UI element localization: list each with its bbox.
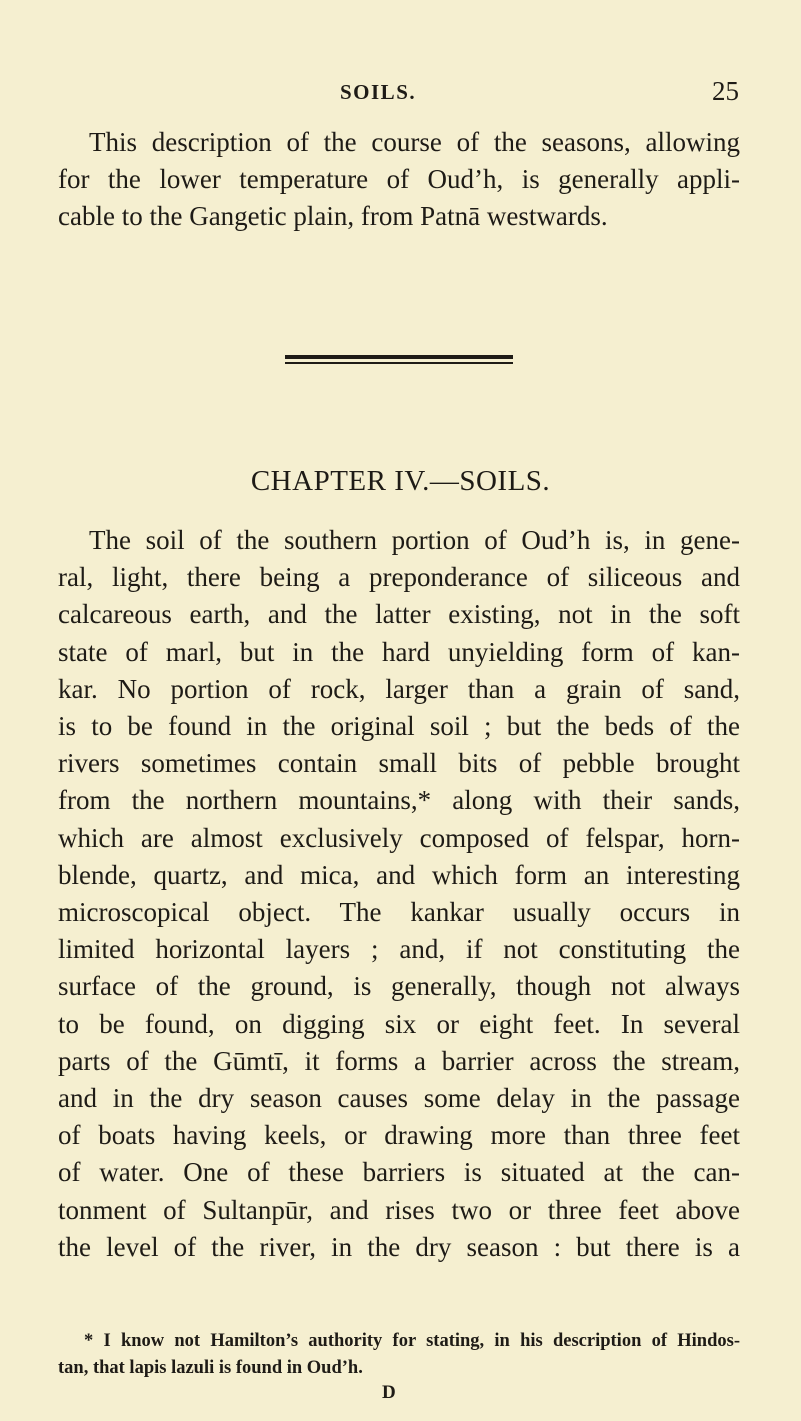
chapter-title: CHAPTER IV.—SOILS. [250, 465, 551, 497]
paragraph-line: ral, light, there being a preponderance of siliceous and [58, 562, 740, 593]
paragraph-line: surface of the ground, is generally, though not always [58, 971, 740, 1002]
footnote [58, 1328, 740, 1382]
section-divider-thick [285, 355, 513, 359]
page-header [0, 76, 801, 110]
paragraph-line: kar. No portion of rock, larger than a grain of sand, [58, 673, 740, 704]
running-head: SOILS. [340, 80, 417, 104]
paragraph-line: The soil of the southern portion of Oud’h is, in gene- [89, 525, 740, 555]
paragraph-line: to be found, on digging six or eight feet. In several [58, 1008, 740, 1039]
paragraph-line: which are almost exclusively composed of felspar, horn- [58, 822, 740, 853]
page-number: 25 [712, 76, 739, 106]
paragraph-line: microscopical object. The kankar usually occurs in [58, 897, 740, 928]
paragraph-line: parts of the Gūmtī, it forms a barrier across the stream, [58, 1045, 740, 1076]
paragraph-line: of water. One of these barriers is situated at the can- [58, 1157, 740, 1188]
footnote-line: * I know not Hamilton’s authority for stating, in his description of Hindos- [84, 1331, 740, 1351]
soils-paragraph [58, 522, 740, 1266]
paragraph-line: the level of the river, in the dry season : but there is a [58, 1231, 740, 1262]
paragraph-line: rivers sometimes contain small bits of pebble brought [58, 748, 740, 779]
paragraph-line: is to be found in the original soil ; but the beds of the [58, 711, 740, 742]
paragraph-line: calcareous earth, and the latter existing, not in the soft [58, 599, 740, 630]
paragraph-line: state of marl, but in the hard unyielding form of kan- [58, 636, 740, 667]
paragraph-line: cable to the Gangetic plain, from Patnā westwards. [58, 201, 608, 232]
paragraph-line: limited horizontal layers ; and, if not constituting the [58, 934, 740, 965]
paragraph-line: of boats having keels, or drawing more than three feet [58, 1120, 740, 1151]
paragraph-line: for the lower temperature of Oud’h, is generally appli- [58, 164, 740, 195]
paragraph-line: blende, quartz, and mica, and which form an interesting [58, 859, 740, 890]
paragraph-line: This description of the course of the seasons, allowing [89, 127, 740, 157]
section-divider-thin [285, 362, 513, 364]
signature-mark: D [382, 1382, 396, 1403]
paragraph-line: from the northern mountains,* along with their sands, [58, 785, 740, 816]
paragraph-line: tonment of Sultanpūr, and rises two or three feet above [58, 1194, 740, 1225]
paragraph-line: and in the dry season causes some delay in the passage [58, 1083, 740, 1114]
footnote-line: tan, that lapis lazuli is found in Oud’h. [58, 1358, 363, 1378]
intro-paragraph [58, 124, 740, 236]
